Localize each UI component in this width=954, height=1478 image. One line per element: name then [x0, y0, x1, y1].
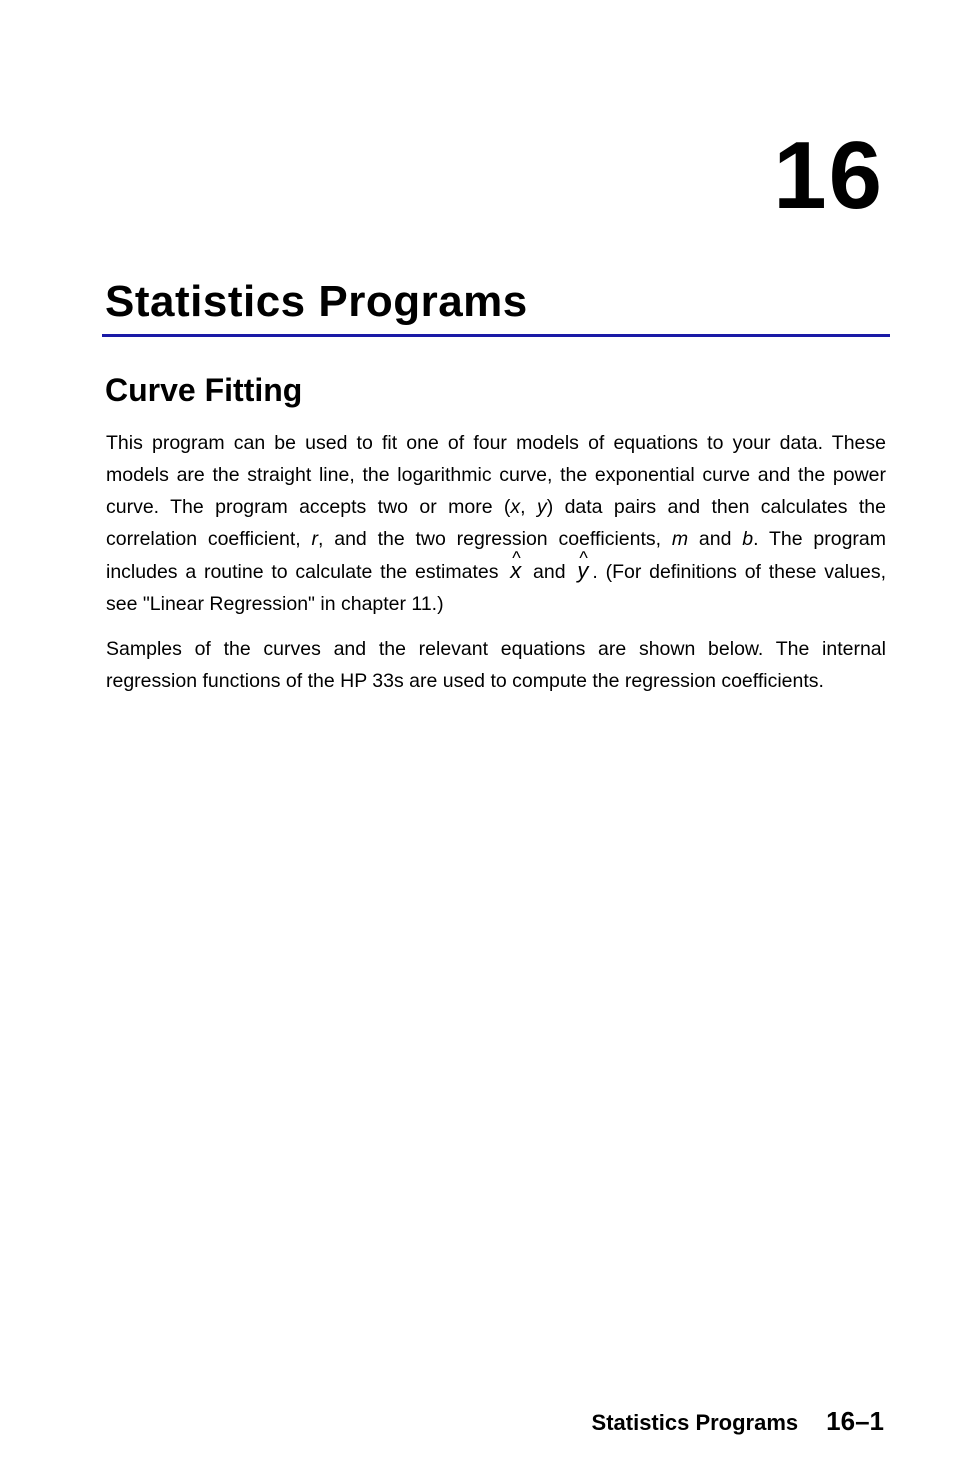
page-footer — [592, 1406, 884, 1437]
chapter-number: 16 — [773, 122, 884, 229]
intro-text-3: , and the two regression coefficients, — [318, 528, 672, 550]
chapter-title: Statistics Programs — [105, 277, 528, 326]
intro-text-4: and — [688, 528, 743, 550]
intro-text-5: . The program includes a routine to calculate the estimates — [106, 528, 886, 583]
intro-text-6: and — [525, 561, 574, 583]
samples-paragraph: Samples of the curves and the relevant equations are shown below. The internal regression functions of the HP 33s are used to compute the regression coefficients. — [106, 638, 886, 692]
intro-text-2: ) data pairs and then calculates the correlation coefficient, — [106, 496, 886, 550]
var-x: x — [510, 496, 521, 518]
section-heading: Curve Fitting — [105, 372, 303, 408]
var-y: y — [536, 496, 547, 518]
intro-paragraph — [106, 427, 886, 620]
x-hat-symbol: ^ x — [510, 555, 521, 587]
intro-text-7: . (For definitions of these values, see "Linear Regression" in chapter 11.) — [106, 561, 887, 615]
intro-text-1: This program can be used to fit one of four models of equations to your data. These models are the straight line, the logarithmic curve, the exponential curve and the power curve. The program accepts two or more ( — [106, 432, 886, 518]
title-rule — [102, 334, 890, 337]
var-b: b — [742, 528, 754, 550]
y-hat-symbol: ^ y — [577, 555, 588, 587]
footer-label: Statistics Programs — [591, 1410, 799, 1435]
var-m: m — [671, 528, 689, 550]
page-number: 16–1 — [826, 1406, 884, 1436]
intro-comma: , — [520, 496, 537, 518]
var-r: r — [311, 528, 319, 550]
